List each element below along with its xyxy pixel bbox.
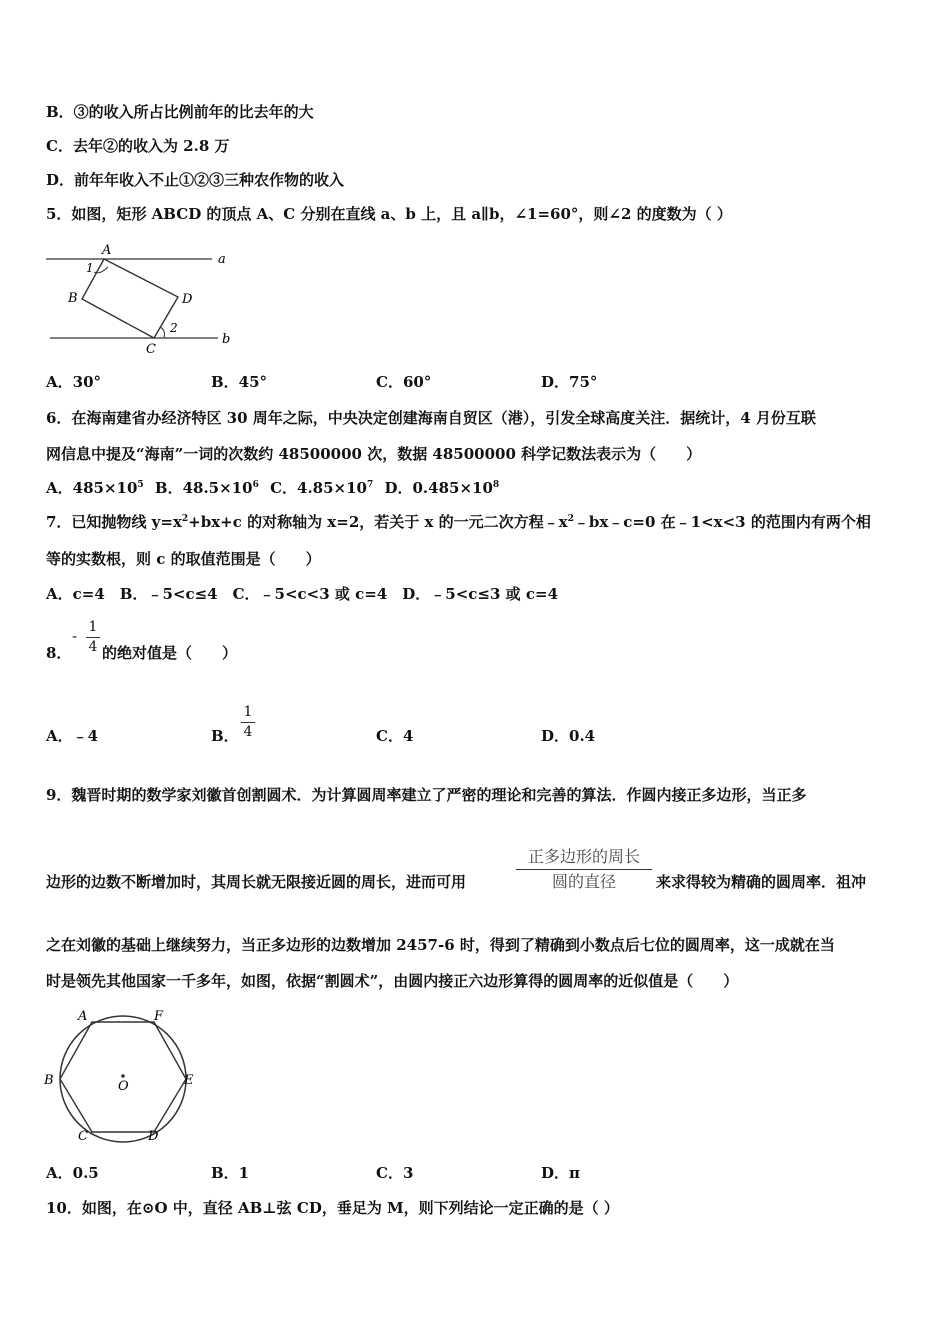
q7-options: A．c=4 B．﹣5<c≤4 C．﹣5<c<3 或 c=4 D．﹣5<c≤3 或 c=4 — [46, 585, 559, 603]
q9-option-a: A．0.5 — [46, 1164, 99, 1182]
q9-stem-3: 之在刘徽的基础上继续努力，当正多边形的边数增加 2457-6 时，得到了精确到小数点后七位的圆周率，这一成就在当 — [46, 936, 835, 954]
q9-stem-1: 9．魏晋时期的数学家刘徽首创割圆术．为计算圆周率建立了严密的理论和完善的算法．作圆内接正多边形，当正多 — [46, 786, 807, 804]
q9-option-d: D．π — [541, 1164, 580, 1182]
label-B: B — [44, 1073, 54, 1088]
label-C: C — [146, 342, 156, 357]
q6-stem-1: 6．在海南建省办经济特区 30 周年之际，中央决定创建海南自贸区（港），引发全球高度关注．据统计，4 月份互联 — [46, 409, 816, 427]
q9-option-b: B．1 — [211, 1164, 250, 1182]
q8-option-b: B． — [211, 727, 239, 745]
q5-option-b: B．45° — [211, 373, 268, 391]
q9-stem-4: 时是领先其他国家一千多年，如图，依据“割圆术”，由圆内接正六边形算得的圆周率的近似值是（ ） — [46, 972, 739, 990]
q8-option-d: D．0.4 — [541, 727, 596, 745]
q8-stem: 的绝对值是（ ） — [102, 644, 238, 662]
q9-fraction: 正多边形的周长 圆的直径 — [516, 845, 652, 894]
q5-option-d: D．75° — [541, 373, 598, 391]
q4-option-c: C．去年②的收入为 2.8 万 — [46, 137, 230, 155]
label-A: A — [102, 243, 112, 258]
q9-option-c: C．3 — [376, 1164, 414, 1182]
q7-stem-2: 等的实数根，则 c 的取值范围是（ ） — [46, 550, 321, 568]
label-angle-2: 2 — [170, 321, 178, 335]
q5-stem: 5．如图，矩形 ABCD 的顶点 A、C 分别在直线 a、b 上，且 a∥b，∠1=60°，则∠2 的度数为（ ） — [46, 205, 732, 223]
q6-options: A．$485\times 10^5$ B．$48.5\times 10^6$ C．$4.85\times 10^7$ D．$0.485\times 10^8$ — [46, 479, 500, 497]
q9-stem-2b: 来求得较为精确的圆周率．祖冲 — [656, 873, 867, 891]
label-C: C — [78, 1129, 88, 1144]
q5-figure — [42, 240, 242, 358]
label-O: O — [118, 1079, 129, 1094]
label-b: b — [222, 332, 231, 347]
q4-option-b: B．③的收入所占比例前年的比去年的大 — [46, 103, 314, 121]
q8-option-a: A．﹣4 — [46, 727, 99, 745]
q6-stem-2: 网信息中提及“海南”一词的次数约 48500000 次，数据 48500000 科学记数法表示为（ ） — [46, 445, 702, 463]
label-a: a — [218, 252, 226, 267]
label-angle-1: 1 — [86, 261, 94, 275]
q8-number: 8． — [46, 644, 72, 662]
label-B: B — [68, 291, 78, 306]
label-D: D — [182, 292, 193, 307]
q8-option-c: C．4 — [376, 727, 414, 745]
q8-sign: - — [72, 627, 78, 645]
label-F: F — [154, 1009, 164, 1024]
label-D: D — [148, 1129, 159, 1144]
q8-option-b-fraction: 1 4 — [241, 703, 255, 742]
q10-stem: 10．如图，在⊙O 中，直径 AB⊥弦 CD，垂足为 M，则下列结论一定正确的是（ ） — [46, 1199, 619, 1217]
q9-figure — [42, 1004, 202, 1148]
q5-option-a: A．30° — [46, 373, 102, 391]
label-A: A — [78, 1009, 88, 1024]
q9-stem-2a: 边形的边数不断增加时，其周长就无限接近圆的周长，进而可用 — [46, 873, 467, 891]
q8-fraction: 1 4 — [86, 618, 100, 657]
label-E: E — [184, 1073, 194, 1088]
q4-option-d: D．前年年收入不止①②③三种农作物的收入 — [46, 171, 345, 189]
q5-option-c: C．60° — [376, 373, 432, 391]
q7-stem-1: 7．已知抛物线 $y=x^2+bx+c$ 的对称轴为 x=2，若关于 x 的一元二次方程$﹣x^2﹣bx﹣c=0$ 在﹣1<x<3 的范围内有两个相 — [46, 513, 871, 531]
